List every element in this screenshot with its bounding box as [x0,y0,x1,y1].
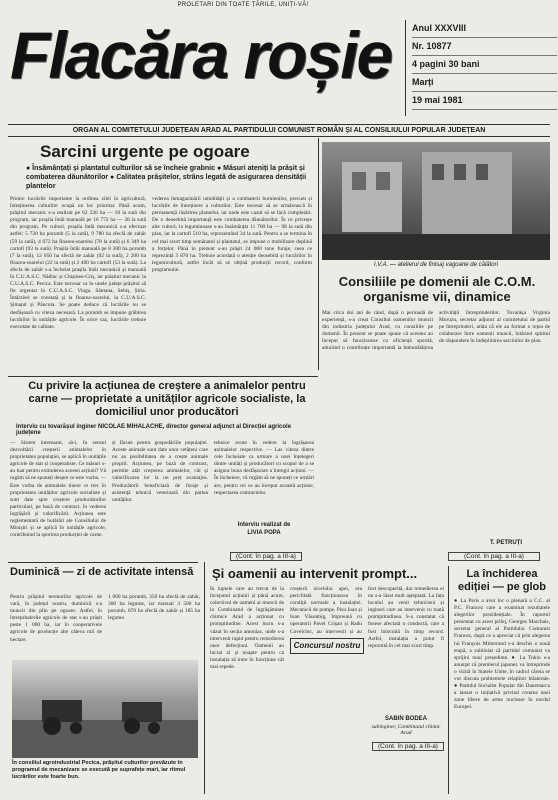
animals-continue: (Cont. în pag. a III-a) [230,552,302,561]
factory-photo [322,142,550,260]
masthead-subtitle: ORGAN AL COMITETULUI JUDEȚEAN ARAD AL PARTIDULUI COMUNIST ROMÂN ȘI AL CONSILIULUI POPULAR JUDEȚEAN [8,124,550,137]
interventions-body-col2: creșterii nivelului apei, era periclitată funcționarea în condiții normale a instalației. Mecanicii de pompe, Pisu Ioan și Ioan Văsunbig, împreună cu operatorii Pavel Crișan și Radu Covelciuc, au intervenit și au [290,586,362,635]
contest-box: Concursul nostru [290,638,364,654]
side-body: Mai circa doi ani de când, după o perioadă de experiență, s-a creat Consiliul oamenilor muncii din industria județului Arad, cu consiliile pe domenii. În prezent se poate spune că acestea au început să funcționeze cu eficiență sporită, aducând o contribuție importantă la îmbunătățirea activității întreprinderilor. Tovarășa Virginia Moruzu, secretar adjunct al comitetului de partid pe întreprinderi, arăta că ele au format o rețea de colaborare între oamenii muncii, întărind spiritul de răspundere în îndeplinirea sarcinilor de plan. [322,310,550,352]
section-rule [8,562,198,563]
animals-headline: Cu privire la acțiunea de creștere a animalelor pentru carne — proprietate a unităților agricole socialiste, la domiciliul unor producători [28,380,306,418]
issue-year: Anul XXXVIII [412,20,557,38]
animals-body-col1: — Sistem interesant, să-i, în sensul dezvoltării creșterii animalelor în proprietatea populației, se aplică în unitățile agricole de stat și cooperatiste. Ce măsuri s-au luat pentru extinderea acestei acțiuni? Vă rugăm să ne spuneți despre ce este vorba. — Este vorba de animalele tinere ce trec în proprietatea unităților agricole socialiste și sunt date spre creștere producătorilor particulari, pe bază de contract, în vederea îngrășării și valorificării. Acțiunea este reglementată de hotărâri ale Consiliului de Miniștri și se aplică în unitățile agricole, contribuind la sporirea producției de carne. [10,440,106,539]
issue-number: Nr. 10877 [412,38,557,56]
interventions-author-title: subinginer, Combinatul chimic Arad [371,724,441,736]
party-slogan: PROLETARI DIN TOATE ȚĂRILE, UNIȚI-VĂ! [177,2,309,8]
animals-interviewer-label: Interviu realizat de [237,522,291,528]
lead-deck: ● Însămânțați și plantatul culturilor să se încheie grabnic ● Măsuri ateniți la prășit și combaterea dăunătorilor ● Calitatea prășitelor, strâns legată de asigurarea densității plantelor [26,165,307,190]
globe-headline: La închiderea ediției — pe glob [457,568,546,593]
column-divider [204,562,205,794]
animals-interviewer: LIVIA POPA [247,530,281,536]
column-divider [448,566,449,794]
issue-pages-price: 4 pagini 30 bani [412,56,557,74]
newspaper-title: Flacăra roșie [10,18,392,92]
masthead [10,12,392,98]
interventions-author: SABIN BODEA [384,716,427,722]
animals-body-col2: și făcute pentru gospodăriile populației. Aceste animale sunt date unor cetățeni care nu au posibilitatea de a crește animale proprii. Acțiunea, pe bază de contract, permite atât creșterea animalelor, cât și valorificarea lor la un preț avantajos. Producătorii beneficiază de furaje și asistență tehnică veterinară din partea unităților. [112,440,208,503]
lead-headline: Sarcini urgente pe ogoare [40,142,250,161]
photo-caption: I.V.A. — atelierul de finisaj vagoane de călători [374,262,498,268]
factory-photo-svg [322,142,550,260]
issue-info [405,20,557,116]
column-divider [318,138,319,370]
interventions-continue: (Cont. în pag. a III-a) [372,742,444,751]
side-continue: (Cont. în pag. a III-a) [448,552,540,561]
sunday-caption: În consiliul agroindustrial Pecica, prășitul culturilor prevăzute în programul de mecanizare se execută pe suprafețe mari, iar ritmul lucrărilor este foarte bun. [12,760,186,780]
interventions-headline: Și oamenii au intervenit prompt... [212,566,418,581]
sunday-body-col2: 1 000 ha porumb, 350 ha sfeclă de zahăr, 300 ha legume, iar manual 3 500 ha porumb, 870 ha sfeclă de zahăr și 185 ha legume. [108,594,200,622]
issue-weekday: Marți [412,74,557,92]
tractor-photo [12,660,198,758]
animals-body-col3: tehnice avute în vedere la îngrășarea animalelor respective. — Las viteza dintre cele încheiate ca urmare a unei înțelegeri dintre unități și producători cu scopul de a se asigura buna desfășurare a întregii acțiuni. — În încheiere, vă rugăm să ne spuneți ce urmări are, pentru cei ce au început această acțiune, respectarea contractelor. [214,440,314,496]
sunday-headline: Duminică — zi de activitate intensă [10,566,194,578]
sunday-body-col1: Pentru prășitul terenurilor agricole de vară, în județul nostru, duminică s-a muncit din plin pe ogoare. Astfel, în întreprinderile agricole de stat s-au prășit peste 1 000 ha, iar în cooperativele agricole de producție alte câteva mii de hectare. [10,594,102,643]
animals-intro: Interviu cu tovarășul inginer NICOLAE MIHALACHE, director general adjunct al Direcției agricole județene [16,424,292,436]
lead-body-col2: vederea înmagazinării umidității și a combaterii buruienilor, precum și lucrările de întreținere a culturilor. Este necesar să se urmărească în permanență răsărirea plantelor, iar unde este cazul să se facă completări. De o deosebită importanță este combaterea dăunătorilor. În ce privește alte culturi, la leguminoase s-au însămânțat 11 700 ha — 98 la sută din plan, iar la cartofi 510 ha, reprezentând 34 la sută. Pentru a se termina în cel mai scurt timp semănatul și plantatul, se impune o mobilizare deplină a forțelor. Până în prezent s-au prășit 24 000 tone furaje, ceea ce reprezintă 3 870 ha. Trebuie acordată o atenție deosebită și lucrărilor în legumicultură, astfel încât să se obțină producții record, conform programului. [152,196,312,273]
globe-body: ● La Paris a avut loc o plenară a C.C. al P.C. Francez care a examinat rezultatele alegerilor prezidențiale. În raportul prezentat cu acest prilej, Georges Marchais, secretar general al Partidului Comunist Francez, după ce a apreciat că prin alegerea lui François Mitterrand s-a deschis o nouă etapă, a subliniat că partidul comunist va sprijini noul președinte. ● La Tokio s-a anunțat că premierul japonez va întreprinde o vizită în Statele Unite, în cadrul căreia se vor discuta problemele relațiilor bilaterale. ● Partidul Socialist Popular din Danemarca a lansat o inițiativă privind crearea unei zone libere de arme nucleare în nordul Europei. [454,598,550,711]
side-headline: Consiliile pe domenii ale C.O.M. organisme vii, dinamice [338,274,536,304]
tractor-photo-svg [12,660,198,758]
issue-date: 19 mai 1981 [412,92,557,110]
section-rule [8,376,318,377]
lead-body-col1: Printre lucrările importante la ordinea zilei în agricultură, întreținerea culturilor ocupă un loc prioritar. Până acum, prășitul mecanic s-a realizat pe 62 220 ha — 18 la sută din program, iar prașila întâi manuală pe 16 772 ha — 28 la sută din program. Pe culturi, prașila întâi mecanică s-a efectuat astfel: 5 720 ha porumb (5 la sută), 9 780 ha sfeclă de zahăr (59 la sută), 4 072 ha floarea-soarelui (78 la sută) și 6 349 ha cartofi (93 la sută). Prașila întâi manuală pe 8 300 ha porumb (7 la sută), 12 050 ha sfeclă de zahăr (92 la sută), 2 200 ha floarea-soarelui (22 la sută) și 2 400 ha cartofi (53 la sută). La sfecla de zahăr s-a încheiat prașila întâi mecanică și manuală în C.U.A.S.C. Nădlac și Chișineu-Criș, iar prășitul mecanic la C.U.A.S.C. Pecica. Este necesar ca în unele județe prășitul să fie urgentat în C.U.A.S.C. Vinga, Sântana, Sebiș, Șiria. Întârzieri se constată și la floarea-soarelui, la C.U.A.S.C. Șimand și Pâncota. Se poate deduce că lucrările nu se desfășoară cu viteza necesară. La porumb se impune grăbirea lucrărilor în unitățile agricole. În orice caz, lucrările trebuie executate de calitate. [10,196,146,330]
side-author: T. PETRUȚI [490,540,523,546]
interventions-body-col1: În luptele care au trecut de la începutul acțiunii și până acum, colectivul de oameni ai muncii de la Combinatul de îngrășăminte chimice Arad a acționat cu promptitudine. Acest lucru s-a văzut în secția amoniac, unde s-a intervenit rapid pentru remedierea unor defecțiuni. Oamenii au lucrat zi și noapte pentru ca instalația să intre în funcțiune cât mai repede. [210,586,284,671]
interventions-body-col3: fost descoperită, dar remedierea ei nu s-a lăsat mult așteptată. La fața locului au venit tehnicieni și ingineri care au intervenit cu toată promptitudinea. S-a constatat că fusese afectată o conductă, care a fost înlocuită în timp record. Astfel, instalația a putut fi repornită în cel mai scurt timp. [368,586,444,649]
